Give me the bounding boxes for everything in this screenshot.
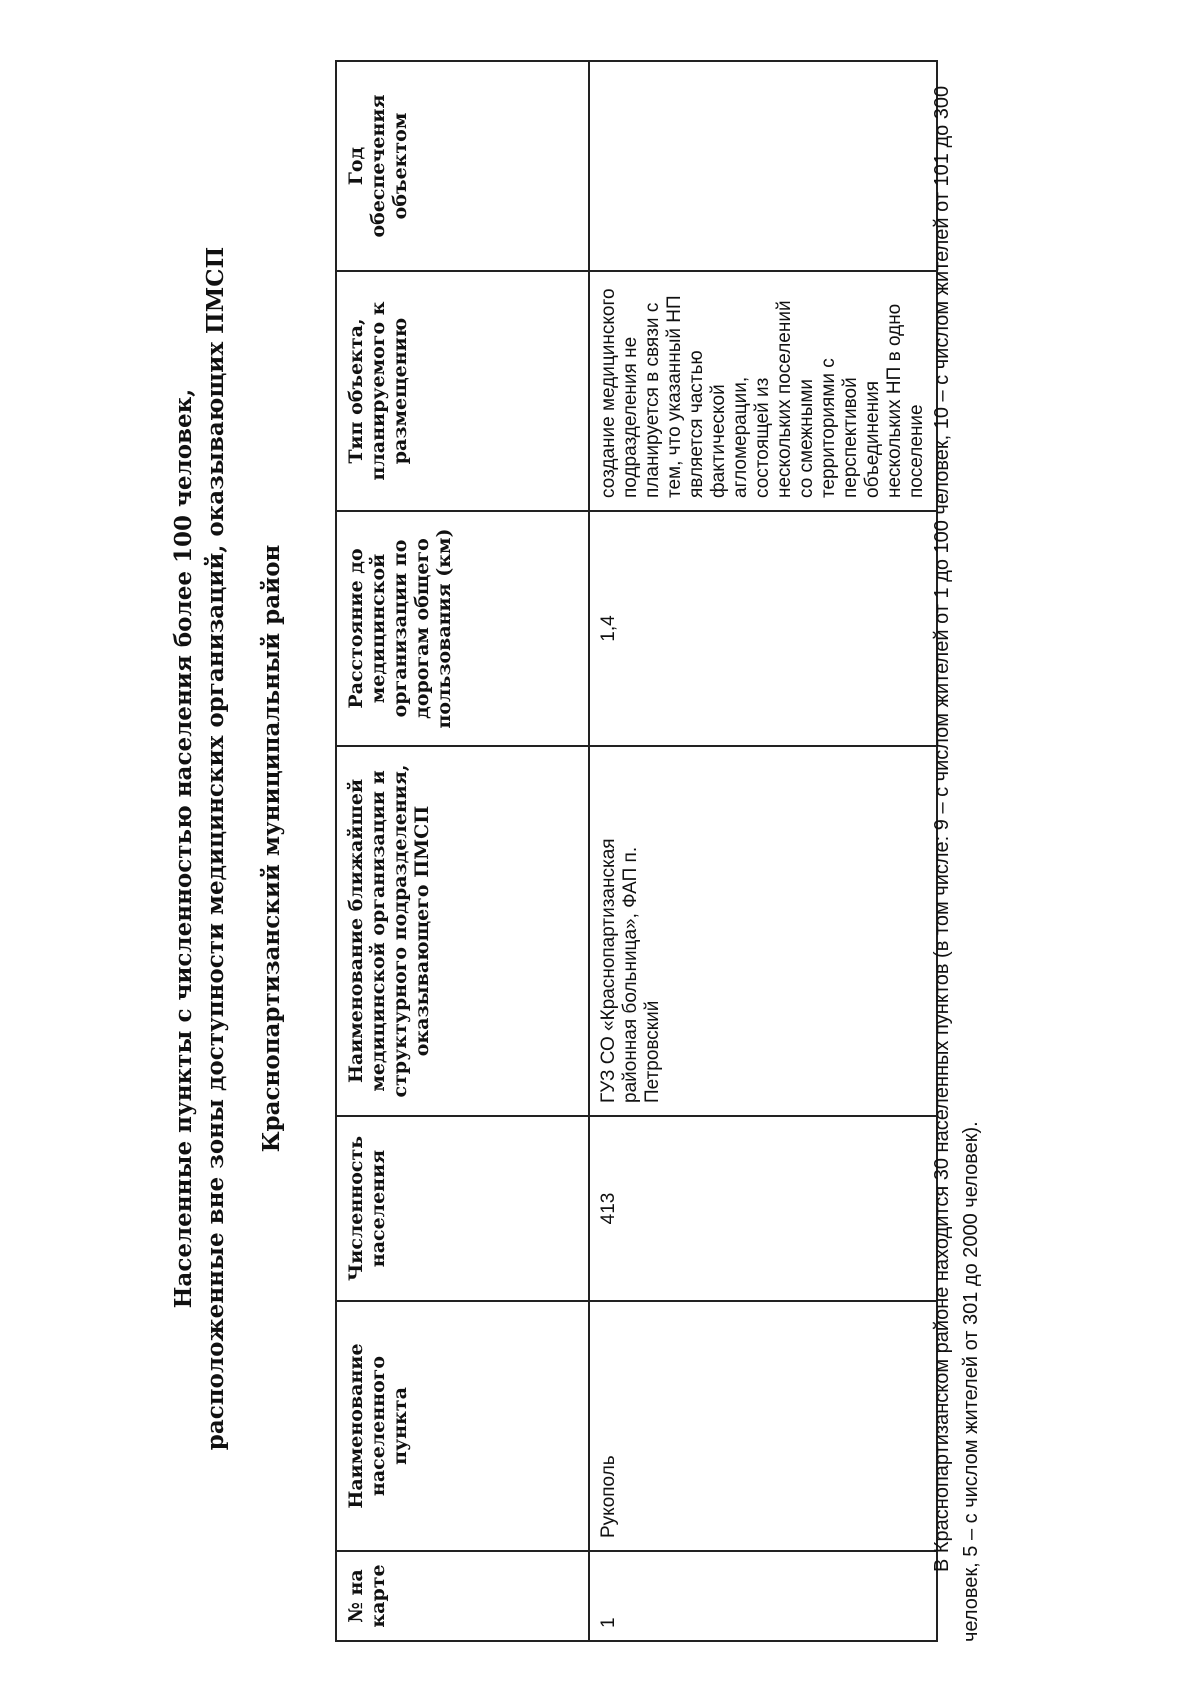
title-line-1: Населенные пункты с численностью населения более 100 человек,: [170, 388, 197, 1309]
cell-organization: ГУЗ СО «Краснопартизанская районная больница», ФАП п. Петровский: [589, 746, 937, 1116]
district-name: Краснопартизанский муниципальный район: [258, 544, 285, 1153]
table-header-row: [336, 61, 589, 1641]
col-header-population: Численность населения: [336, 1116, 589, 1301]
cell-object-type: создание медицинского подразделения не планируется в связи с тем, что указанный НП является частью фактической агломерации, состоящей из нескольких поселений со смежными территориями с перспективой объединения нескольких НП в одно поселение: [589, 271, 937, 511]
footnote: В Краснопартизанском районе находится 30 населенных пунктов (в том числе: 9 – с числом жителей от 1 до 100 человек, 10 – с числом жителей от 101 до 300 человек, 5 – с числом жителей от 301 до 2000 человек).: [931, 85, 982, 1642]
col-header-object-type: Тип объекта, планируемого к размещению: [336, 271, 589, 511]
col-header-settlement: Наименование населенного пункта: [336, 1301, 589, 1551]
document-title: [168, 0, 232, 1697]
cell-population: 413: [589, 1116, 937, 1301]
cell-settlement: Рукополь: [589, 1301, 937, 1551]
col-header-number: № на карте: [336, 1551, 589, 1641]
title-line-2: расположенные вне зоны доступности медицинских организаций, оказывающих ПМСП: [202, 246, 229, 1451]
col-header-organization: Наименование ближайшей медицинской организации и структурного подразделения, оказывающего ПМСП: [336, 746, 589, 1116]
col-header-distance: Расстояние до медицинской организации по дорогам общего пользования (км): [336, 511, 589, 746]
cell-year: [589, 61, 937, 271]
table-row: [589, 61, 937, 1641]
cell-distance: 1,4: [589, 511, 937, 746]
settlements-table: [335, 60, 938, 1642]
cell-number: 1: [589, 1551, 937, 1641]
col-header-year: Год обеспечения объектом: [336, 61, 589, 271]
